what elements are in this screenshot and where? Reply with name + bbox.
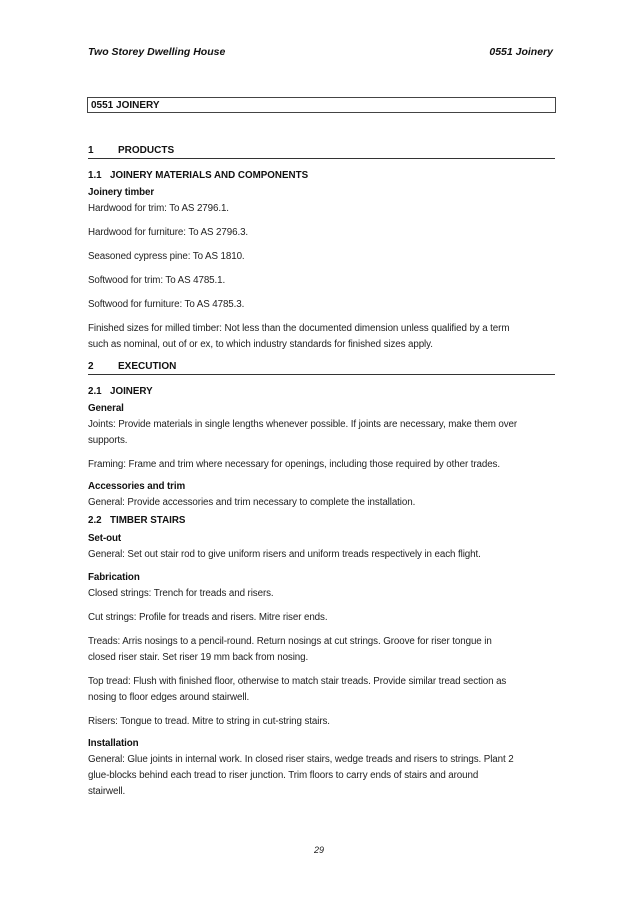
header-title: Two Storey Dwelling House xyxy=(88,46,226,58)
subsection-title: JOINERY MATERIALS AND COMPONENTS xyxy=(110,170,309,181)
body-line: Softwood for trim: To AS 4785.1. xyxy=(88,275,226,286)
subsection-heading xyxy=(88,170,308,181)
subsection-heading xyxy=(88,386,153,397)
subsection-number: 1.1 xyxy=(88,170,102,181)
clause-heading: Set-out xyxy=(88,533,122,544)
body-line: Hardwood for furniture: To AS 2796.3. xyxy=(88,227,249,238)
body-line: Closed strings: Trench for treads and risers. xyxy=(88,588,274,599)
body-line: Cut strings: Profile for treads and risers. Mitre riser ends. xyxy=(88,612,328,623)
body-line: Framing: Frame and trim where necessary for openings, including those required by other trades. xyxy=(88,459,500,470)
section-number: 1 xyxy=(88,145,94,156)
body-line: glue-blocks behind each tread to riser junction. Trim floors to carry ends of stairs and around xyxy=(88,770,479,781)
subsection-title: TIMBER STAIRS xyxy=(110,515,186,526)
body-line: General: Glue joints in internal work. In closed riser stairs, wedge treads and risers to strings. Plant 2 xyxy=(88,754,514,765)
header-section: 0551 Joinery xyxy=(489,46,553,58)
clause-heading: Accessories and trim xyxy=(88,481,186,492)
body-line: nosing to floor edges around stairwell. xyxy=(88,692,250,703)
subsection-number: 2.2 xyxy=(88,515,102,526)
section-title: PRODUCTS xyxy=(118,145,175,156)
body-line: Top tread: Flush with finished floor, otherwise to match stair treads. Provide similar tread section as xyxy=(88,676,507,687)
body-line: supports. xyxy=(88,435,128,446)
body-line: Hardwood for trim: To AS 2796.1. xyxy=(88,203,229,214)
body-line: Joints: Provide materials in single lengths whenever possible. If joints are necessary, make them over xyxy=(88,419,518,430)
body-line: closed riser stair. Set riser 19 mm back from nosing. xyxy=(88,652,309,663)
clause-heading: General xyxy=(88,403,124,414)
body-line: Softwood for furniture: To AS 4785.3. xyxy=(88,299,245,310)
subsection-number: 2.1 xyxy=(88,386,102,397)
body-line: such as nominal, out of or ex, to which industry standards for finished sizes apply. xyxy=(88,339,433,350)
body-line: General: Provide accessories and trim necessary to complete the installation. xyxy=(88,497,416,508)
body-line: General: Set out stair rod to give uniform risers and uniform treads respectively in each flight. xyxy=(88,549,481,560)
section-heading-execution xyxy=(88,360,555,375)
page-number: 29 xyxy=(313,845,324,855)
body-line: Treads: Arris nosings to a pencil-round. Return nosings at cut strings. Groove for riser tongue in xyxy=(88,636,492,647)
section-heading-products xyxy=(88,144,555,159)
section-title: EXECUTION xyxy=(118,361,177,372)
body-line: Finished sizes for milled timber: Not less than the documented dimension unless qualified by a term xyxy=(88,323,510,334)
body-line: stairwell. xyxy=(88,786,126,797)
clause-heading: Joinery timber xyxy=(88,187,155,198)
subsection-title: JOINERY xyxy=(110,386,153,397)
body-line: Risers: Tongue to tread. Mitre to string in cut-string stairs. xyxy=(88,716,330,727)
clause-heading: Installation xyxy=(88,738,139,749)
subsection-heading xyxy=(88,515,185,526)
body-line: Seasoned cypress pine: To AS 1810. xyxy=(88,251,245,262)
section-title-box: 0551 JOINERY xyxy=(87,97,556,113)
clause-heading: Fabrication xyxy=(88,572,140,583)
section-number: 2 xyxy=(88,361,94,372)
